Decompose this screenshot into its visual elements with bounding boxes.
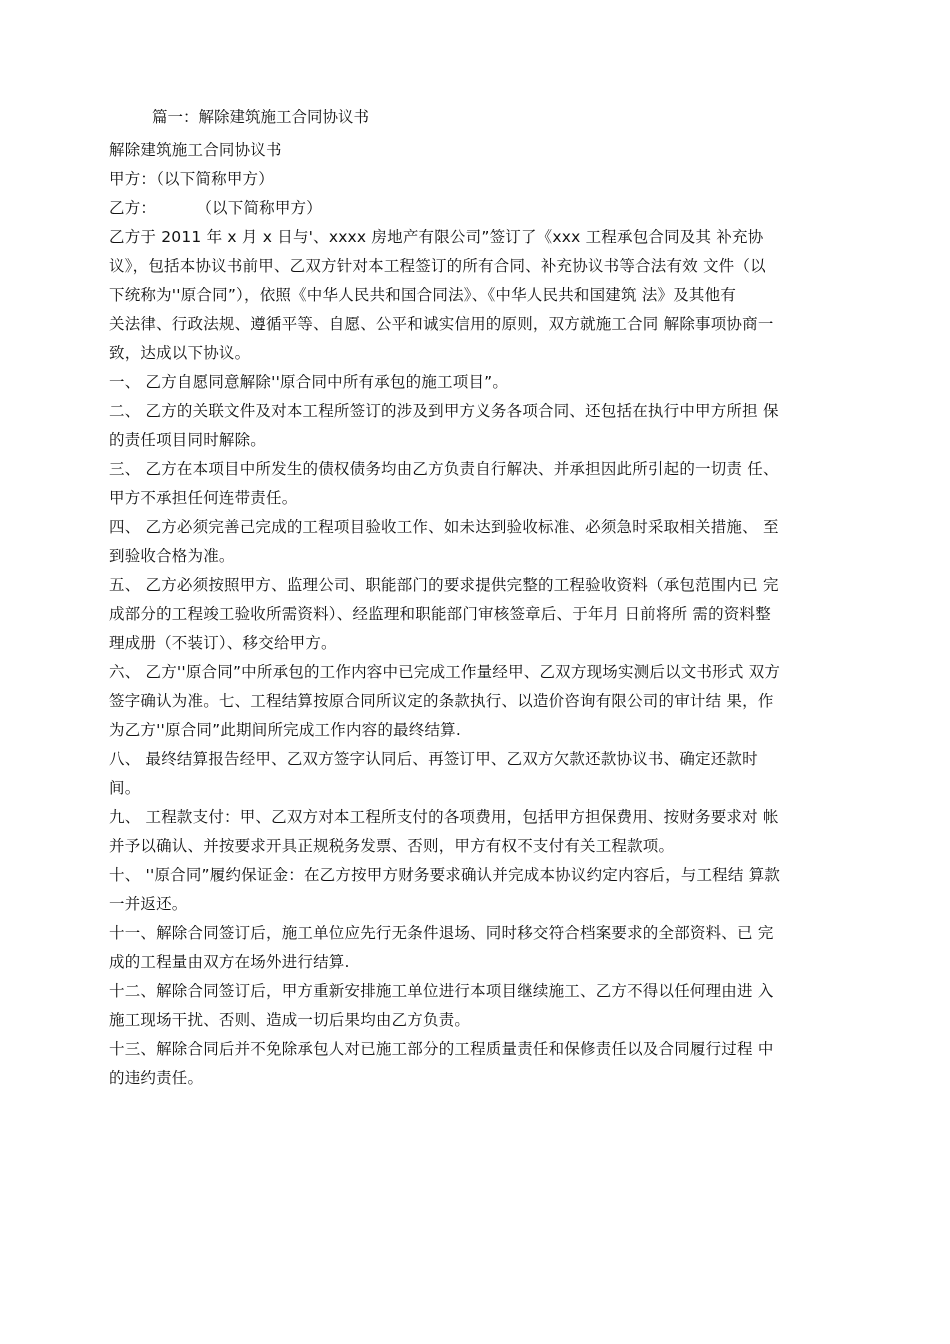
party-a-note: （以下简称甲方） xyxy=(156,170,274,188)
clause-12: 十二、解除合同签订后，甲方重新安排施工单位进行本项目继续施工、乙方不得以任何理由进 入 xyxy=(109,982,774,1000)
clause-4-cont: 到验收合格为准。 xyxy=(109,547,235,565)
clause-6-7: 签字确认为准。七、工程结算按原合同所议定的条款执行、以造价咨询有限公司的审计结 果，作 xyxy=(109,692,774,710)
clause-12-cont: 施工现场干扰、否则、造成一切后果均由乙方负责。 xyxy=(109,1011,471,1029)
clause-2-cont: 的责任项目同时解除。 xyxy=(109,431,267,449)
party-b-label: 乙方： xyxy=(109,199,157,217)
clause-11-cont: 成的工程量由双方在场外进行结算. xyxy=(109,953,350,971)
clause-13: 十三、解除合同后并不免除承包人对已施工部分的工程质量责任和保修责任以及合同履行过程 中 xyxy=(109,1040,774,1058)
clause-5: 五、 乙方必须按照甲方、监理公司、职能部门的要求提供完整的工程验收资料（承包范围内已 完 xyxy=(109,576,779,594)
clause-5-cont: 成部分的工程竣工验收所需资料）、经监理和职能部门审核签章后、于年月 日前将所 需的资料整 xyxy=(109,605,771,623)
clause-8: 八、 最终结算报告经甲、乙双方签字认同后、再签订甲、乙双方欠款还款协议书、确定还款时 xyxy=(109,750,758,768)
clause-9-cont: 并予以确认、并按要求开具正规税务发票、否则，甲方有权不支付有关工程款项。 xyxy=(109,837,675,855)
clause-3-cont: 甲方不承担任何连带责任。 xyxy=(109,489,298,507)
body-line: 致，达成以下协议。 xyxy=(109,344,251,362)
document-body xyxy=(109,136,849,1093)
clause-7-cont: 为乙方''原合同”此期间所完成工作内容的最终结算. xyxy=(109,721,461,739)
clause-13-cont: 的违约责任。 xyxy=(109,1069,204,1087)
party-b-line xyxy=(109,194,849,223)
clause-1: 一、 乙方自愿同意解除''原合同中所有承包的施工项目”。 xyxy=(109,373,509,391)
clause-10: 十、 ''原合同”履约保证金：在乙方按甲方财务要求确认并完成本协议约定内容后，与工程结 算款 xyxy=(109,866,781,884)
clause-4: 四、 乙方必须完善己完成的工程项目验收工作、如未达到验收标准、必须急时采取相关措施、 至 xyxy=(109,518,779,536)
clause-10-cont: 一并返还。 xyxy=(109,895,188,913)
clause-11: 十一、解除合同签订后，施工单位应先行无条件退场、同时移交符合档案要求的全部资料、已 完 xyxy=(109,924,774,942)
clause-2: 二、 乙方的关联文件及对本工程所签订的涉及到甲方义务各项合同、还包括在执行中甲方所担 保 xyxy=(109,402,779,420)
body-line: 乙方于 2011 年 x 月 x 日与'、xxxx 房地产有限公司”签订了《xxx 工程承包合同及其 补充协 xyxy=(109,228,764,246)
body-line: 议》，包括本协议书前甲、乙双方针对本工程签订的所有合同、补充协议书等合法有效 文件（以 xyxy=(109,257,766,275)
body-line: 下统称为''原合同”），依照《中华人民共和国合同法》、《中华人民共和国建筑 法》及其他有 xyxy=(109,286,737,304)
clause-8-cont: 间。 xyxy=(109,779,141,797)
clause-3: 三、 乙方在本项目中所发生的债权债务均由乙方负责自行解决、并承担因此所引起的一切责 任、 xyxy=(109,460,779,478)
clause-5-cont: 理成册（不装订）、移交给甲方。 xyxy=(109,634,337,652)
clause-6: 六、 乙方''原合同”中所承包的工作内容中已完成工作量经甲、乙双方现场实测后以文书形式 双方 xyxy=(109,663,781,681)
document-title: 解除建筑施工合同协议书 xyxy=(109,141,282,159)
clause-9: 九、 工程款支付：甲、乙双方对本工程所支付的各项费用，包括甲方担保费用、按财务要求对 帐 xyxy=(109,808,779,826)
document-heading: 篇一：解除建筑施工合同协议书 xyxy=(152,108,370,126)
party-a-label: 甲方： xyxy=(109,170,157,188)
body-line: 关法律、行政法规、遵循平等、自愿、公平和诚实信用的原则，双方就施工合同 解除事项协商一 xyxy=(109,315,774,333)
party-b-note: （以下简称甲方） xyxy=(204,199,322,217)
party-a-line xyxy=(109,165,849,194)
